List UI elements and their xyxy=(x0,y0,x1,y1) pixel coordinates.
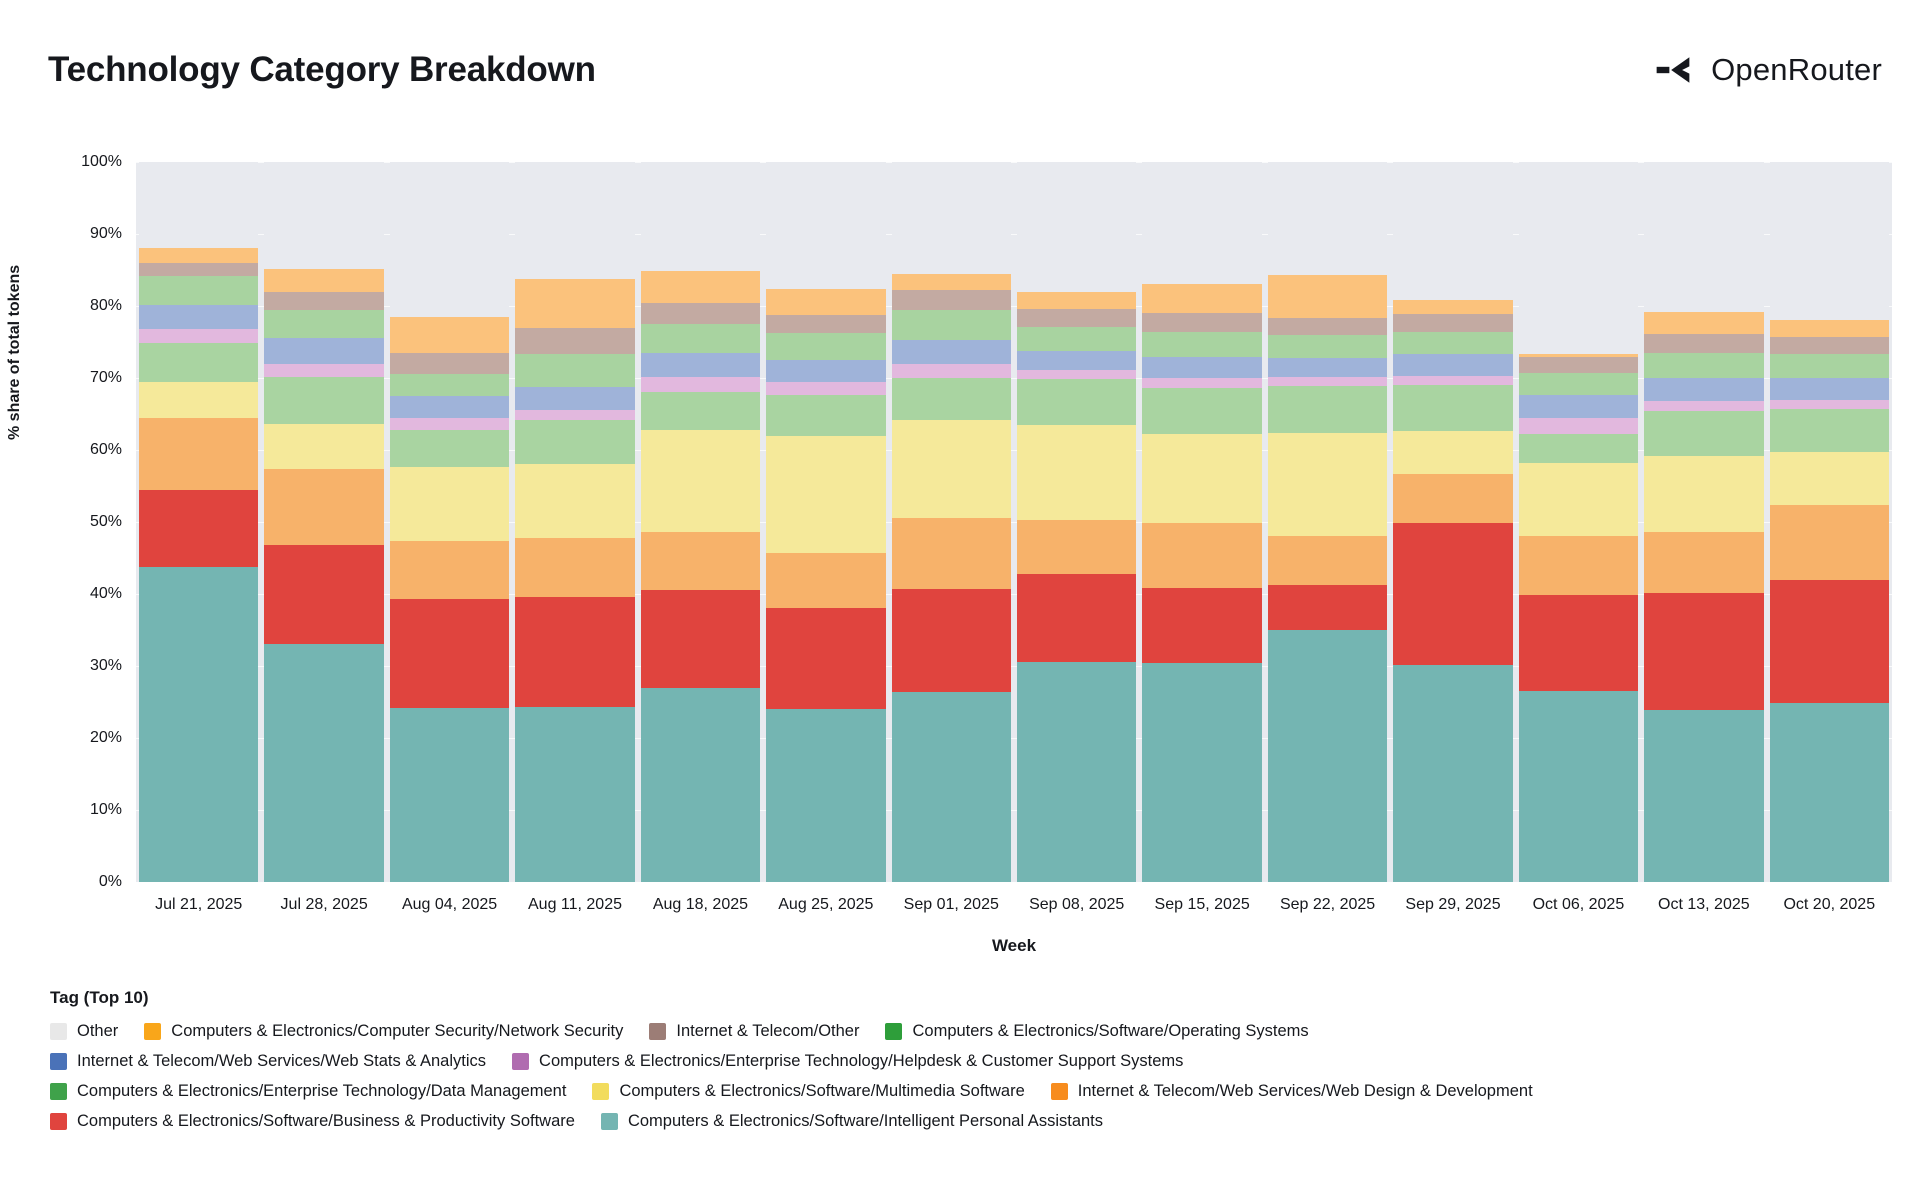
bar-segment[interactable] xyxy=(1519,418,1638,434)
stacked-bar[interactable] xyxy=(1644,162,1763,882)
legend-item[interactable] xyxy=(50,1082,566,1101)
bar-segment[interactable] xyxy=(1017,662,1136,882)
x-axis-tick-label: Aug 25, 2025 xyxy=(778,896,874,913)
bar-segment[interactable] xyxy=(390,541,509,599)
y-axis-tick-label: 50% xyxy=(89,513,122,530)
bar-segment[interactable] xyxy=(1142,284,1261,313)
bar-segment[interactable] xyxy=(1644,593,1763,710)
legend-item[interactable] xyxy=(50,1112,575,1131)
stacked-bar[interactable] xyxy=(1393,162,1512,882)
bar-segment[interactable] xyxy=(264,292,383,310)
bar-segment[interactable] xyxy=(1393,354,1512,376)
bar-segment[interactable] xyxy=(1770,505,1889,581)
bar-segment[interactable] xyxy=(515,387,634,410)
x-axis-tick-label: Sep 22, 2025 xyxy=(1279,896,1376,913)
bar-segment[interactable] xyxy=(1017,327,1136,351)
bar-segment[interactable] xyxy=(1519,373,1638,395)
legend-row xyxy=(50,1082,1910,1101)
bar-segment[interactable] xyxy=(390,162,509,317)
bar-segment[interactable] xyxy=(641,303,760,324)
bar-segment[interactable] xyxy=(515,354,634,387)
legend-item-label: Internet & Telecom/Web Services/Web Stats & Analytics xyxy=(77,1052,487,1070)
brand-name: OpenRouter xyxy=(1711,52,1882,87)
bar-segment[interactable] xyxy=(1393,332,1512,354)
bar-segment[interactable] xyxy=(1268,318,1387,335)
bar-segment[interactable] xyxy=(1519,463,1638,536)
stacked-bar[interactable] xyxy=(641,162,760,882)
bar-segment[interactable] xyxy=(1770,162,1889,320)
bar-segment[interactable] xyxy=(1644,532,1763,593)
bar-segment[interactable] xyxy=(515,464,634,537)
bar-segment[interactable] xyxy=(1017,351,1136,370)
bar-segment[interactable] xyxy=(1017,370,1136,379)
legend-item-label: Computers & Electronics/Computer Security/Network Security xyxy=(171,1022,624,1040)
bar-segment[interactable] xyxy=(1644,411,1763,456)
bar-segment[interactable] xyxy=(264,424,383,469)
bar-segment[interactable] xyxy=(1519,691,1638,882)
bar-segment[interactable] xyxy=(1142,162,1261,284)
bar-segment[interactable] xyxy=(1770,320,1889,337)
x-axis-tick-label: Aug 18, 2025 xyxy=(652,896,749,913)
stacked-bar[interactable] xyxy=(1017,162,1136,882)
bar-segment[interactable] xyxy=(139,276,258,306)
bar-segment[interactable] xyxy=(1393,474,1512,524)
brand xyxy=(1651,50,1882,90)
bar-segment[interactable] xyxy=(1268,585,1387,630)
bar-segment[interactable] xyxy=(766,315,885,334)
bar-segment[interactable] xyxy=(264,469,383,545)
bar-segment[interactable] xyxy=(641,688,760,882)
bar-segment[interactable] xyxy=(390,374,509,396)
bar-segment[interactable] xyxy=(892,364,1011,378)
bar-segment[interactable] xyxy=(1393,431,1512,473)
bar-segment[interactable] xyxy=(1770,580,1889,702)
stacked-bar[interactable] xyxy=(139,162,258,882)
bar-segment[interactable] xyxy=(390,599,509,708)
stacked-bar[interactable] xyxy=(1268,162,1387,882)
bar-segment[interactable] xyxy=(1142,313,1261,332)
legend-item-label: Computers & Electronics/Software/Multimedia Software xyxy=(619,1082,1025,1100)
legend-swatch-icon xyxy=(50,1023,67,1040)
legend-row xyxy=(50,1112,1910,1131)
bar-segment[interactable] xyxy=(766,360,885,382)
bar-segment[interactable] xyxy=(892,378,1011,420)
bar-segment[interactable] xyxy=(1770,378,1889,400)
bar-segment[interactable] xyxy=(1017,379,1136,425)
bar-segment[interactable] xyxy=(1519,162,1638,354)
bar-segment[interactable] xyxy=(1519,357,1638,373)
bar-segment[interactable] xyxy=(892,692,1011,882)
stacked-bar[interactable] xyxy=(1142,162,1261,882)
bars-container xyxy=(136,162,1892,882)
y-axis-tick-label: 10% xyxy=(89,801,122,818)
bar-segment[interactable] xyxy=(641,377,760,393)
bar-segment[interactable] xyxy=(892,290,1011,310)
bar-segment[interactable] xyxy=(892,310,1011,340)
chart-area xyxy=(0,140,1930,955)
legend-item-label: Computers & Electronics/Enterprise Technology/Data Management xyxy=(77,1082,567,1100)
y-axis-tick-label: 60% xyxy=(89,441,122,458)
bar-segment[interactable] xyxy=(1142,523,1261,588)
bar-segment[interactable] xyxy=(264,162,383,269)
y-axis-tick-label: 20% xyxy=(89,729,122,746)
bar-segment[interactable] xyxy=(1393,523,1512,664)
bar-segment[interactable] xyxy=(264,364,383,376)
x-axis-tick-label: Sep 01, 2025 xyxy=(903,896,999,913)
legend-swatch-icon xyxy=(50,1083,67,1100)
bar-segment[interactable] xyxy=(139,382,258,417)
page-title: Technology Category Breakdown xyxy=(48,50,596,89)
bar-segment[interactable] xyxy=(515,597,634,707)
bar-segment[interactable] xyxy=(390,430,509,467)
stacked-bar[interactable] xyxy=(264,162,383,882)
legend-item[interactable] xyxy=(50,1022,118,1041)
bar-segment[interactable] xyxy=(139,343,258,383)
x-axis-tick-label: Jul 28, 2025 xyxy=(280,896,368,913)
bar-segment[interactable] xyxy=(1644,378,1763,401)
bar-segment[interactable] xyxy=(1268,275,1387,317)
bar-segment[interactable] xyxy=(264,338,383,364)
bar-segment[interactable] xyxy=(1017,574,1136,662)
bar-segment[interactable] xyxy=(1142,663,1261,882)
legend-title: Tag (Top 10) xyxy=(50,988,149,1007)
bar-segment[interactable] xyxy=(1268,358,1387,377)
bar-segment[interactable] xyxy=(1017,425,1136,520)
gridline xyxy=(136,882,1892,883)
bar-segment[interactable] xyxy=(390,467,509,541)
legend-swatch-icon xyxy=(50,1053,67,1070)
legend-swatch-icon xyxy=(1051,1083,1068,1100)
bar-segment[interactable] xyxy=(139,418,258,490)
bar-segment[interactable] xyxy=(1393,300,1512,314)
bar-segment[interactable] xyxy=(766,608,885,710)
plot-canvas xyxy=(136,162,1892,882)
bar-segment[interactable] xyxy=(1268,377,1387,386)
legend-swatch-icon xyxy=(512,1053,529,1070)
bar-segment[interactable] xyxy=(641,271,760,303)
bar-segment[interactable] xyxy=(139,490,258,567)
stacked-bar[interactable] xyxy=(390,162,509,882)
bar-segment[interactable] xyxy=(1393,162,1512,300)
bar-segment[interactable] xyxy=(390,418,509,430)
legend-swatch-icon xyxy=(144,1023,161,1040)
x-axis-tick-label: Sep 08, 2025 xyxy=(1029,896,1125,913)
x-axis-tick-label: Aug 04, 2025 xyxy=(401,896,498,913)
legend-item[interactable] xyxy=(1051,1082,1533,1101)
y-axis-tick-label: 40% xyxy=(89,585,122,602)
bar-segment[interactable] xyxy=(1142,378,1261,388)
bar-segment[interactable] xyxy=(641,324,760,353)
legend-item[interactable] xyxy=(512,1052,1183,1071)
y-axis-title: % share of total tokens xyxy=(6,264,23,440)
legend-swatch-icon xyxy=(50,1113,67,1130)
bar-segment[interactable] xyxy=(1770,409,1889,452)
bar-segment[interactable] xyxy=(390,708,509,882)
x-axis-tick-label: Aug 11, 2025 xyxy=(527,896,623,913)
bar-segment[interactable] xyxy=(139,329,258,343)
y-axis-tick-label: 90% xyxy=(89,225,122,242)
bar-segment[interactable] xyxy=(390,353,509,374)
bar-segment[interactable] xyxy=(1519,354,1638,358)
bar-segment[interactable] xyxy=(264,377,383,425)
x-axis-tick-label: Jul 21, 2025 xyxy=(155,896,243,913)
x-axis-tick-label: Oct 06, 2025 xyxy=(1532,896,1625,913)
bar-segment[interactable] xyxy=(766,333,885,360)
bar-segment[interactable] xyxy=(1644,334,1763,353)
bar-segment[interactable] xyxy=(515,279,634,328)
bar-segment[interactable] xyxy=(1393,376,1512,385)
bar-segment[interactable] xyxy=(515,420,634,464)
bar-segment[interactable] xyxy=(264,310,383,338)
stacked-bar[interactable] xyxy=(766,162,885,882)
legend-item[interactable] xyxy=(144,1022,623,1041)
bar-segment[interactable] xyxy=(1519,536,1638,595)
bar-segment[interactable] xyxy=(390,396,509,418)
y-axis-tick-label: 30% xyxy=(89,657,122,674)
y-axis-tick-label: 80% xyxy=(89,297,122,314)
legend-item[interactable] xyxy=(601,1112,1103,1131)
legend-item[interactable] xyxy=(50,1052,486,1071)
x-axis-tick-label: Sep 29, 2025 xyxy=(1405,896,1501,913)
bar-segment[interactable] xyxy=(1017,520,1136,574)
legend xyxy=(50,988,1910,1142)
bar-segment[interactable] xyxy=(1393,314,1512,332)
bar-segment[interactable] xyxy=(641,162,760,271)
bar-segment[interactable] xyxy=(1268,536,1387,585)
bar-segment[interactable] xyxy=(139,248,258,262)
bar-segment[interactable] xyxy=(1268,433,1387,537)
bar-segment[interactable] xyxy=(1017,309,1136,327)
openrouter-logo-icon xyxy=(1651,50,1695,90)
bar-segment[interactable] xyxy=(766,289,885,314)
x-axis-title: Week xyxy=(991,936,1037,955)
bar-segment[interactable] xyxy=(264,269,383,292)
legend-item[interactable] xyxy=(649,1022,859,1041)
legend-item-label: Computers & Electronics/Software/Intelligent Personal Assistants xyxy=(627,1112,1104,1130)
bar-segment[interactable] xyxy=(1644,401,1763,411)
bar-segment[interactable] xyxy=(515,707,634,882)
legend-item-label: Computers & Electronics/Enterprise Technology/Helpdesk & Customer Support Systems xyxy=(539,1052,1184,1070)
bar-segment[interactable] xyxy=(766,436,885,553)
bar-segment[interactable] xyxy=(892,420,1011,517)
bar-segment[interactable] xyxy=(515,162,634,279)
bar-segment[interactable] xyxy=(1770,452,1889,505)
bar-segment[interactable] xyxy=(1142,434,1261,523)
bar-segment[interactable] xyxy=(1770,337,1889,354)
bar-segment[interactable] xyxy=(515,328,634,353)
y-axis-tick-label: 0% xyxy=(98,873,122,890)
bar-segment[interactable] xyxy=(1017,162,1136,292)
stacked-bar[interactable] xyxy=(1770,162,1889,882)
y-axis-tick-label: 70% xyxy=(89,369,122,386)
bar-segment[interactable] xyxy=(766,553,885,608)
legend-item-label: Internet & Telecom/Other xyxy=(676,1022,860,1040)
x-axis-tick-label: Sep 15, 2025 xyxy=(1154,896,1250,913)
bar-segment[interactable] xyxy=(1268,335,1387,358)
bar-segment[interactable] xyxy=(264,644,383,882)
bar-segment[interactable] xyxy=(892,340,1011,364)
bar-segment[interactable] xyxy=(1268,386,1387,433)
bar-segment[interactable] xyxy=(139,263,258,276)
bar-segment[interactable] xyxy=(892,518,1011,589)
bar-segment[interactable] xyxy=(1644,162,1763,312)
bar-segment[interactable] xyxy=(1017,292,1136,309)
legend-row xyxy=(50,1052,1910,1071)
bar-segment[interactable] xyxy=(139,567,258,882)
bar-segment[interactable] xyxy=(641,532,760,590)
bar-segment[interactable] xyxy=(139,162,258,248)
bar-segment[interactable] xyxy=(1644,456,1763,532)
bar-segment[interactable] xyxy=(1268,162,1387,275)
bar-segment[interactable] xyxy=(641,353,760,377)
legend-rows xyxy=(50,1022,1910,1131)
legend-swatch-icon xyxy=(649,1023,666,1040)
legend-item-label: Computers & Electronics/Software/Operating Systems xyxy=(912,1022,1309,1040)
bar-segment[interactable] xyxy=(1644,710,1763,882)
legend-swatch-icon xyxy=(601,1113,618,1130)
bar-segment[interactable] xyxy=(264,545,383,644)
bar-segment[interactable] xyxy=(1770,354,1889,378)
bar-segment[interactable] xyxy=(766,709,885,882)
bar-segment[interactable] xyxy=(1142,388,1261,434)
bar-segment[interactable] xyxy=(1644,353,1763,378)
legend-item[interactable] xyxy=(885,1022,1308,1041)
legend-row xyxy=(50,1022,1910,1041)
page-header xyxy=(48,40,1882,100)
bar-segment[interactable] xyxy=(1519,434,1638,463)
bar-segment[interactable] xyxy=(641,590,760,689)
bar-segment[interactable] xyxy=(1393,385,1512,431)
legend-swatch-icon xyxy=(592,1083,609,1100)
bar-segment[interactable] xyxy=(641,392,760,429)
bar-segment[interactable] xyxy=(766,162,885,289)
bar-segment[interactable] xyxy=(390,317,509,353)
y-axis-tick-label: 100% xyxy=(81,153,122,170)
bar-segment[interactable] xyxy=(1519,595,1638,691)
legend-item[interactable] xyxy=(592,1082,1024,1101)
bar-segment[interactable] xyxy=(1142,357,1261,378)
x-axis-tick-label: Oct 20, 2025 xyxy=(1783,896,1876,913)
legend-item-label: Computers & Electronics/Software/Business & Productivity Software xyxy=(77,1112,575,1130)
bar-segment[interactable] xyxy=(892,589,1011,692)
bar-segment[interactable] xyxy=(1770,703,1889,882)
stacked-bar[interactable] xyxy=(1519,162,1638,882)
bar-segment[interactable] xyxy=(1268,630,1387,882)
bar-segment[interactable] xyxy=(1770,400,1889,409)
bar-segment[interactable] xyxy=(515,538,634,597)
bar-segment[interactable] xyxy=(139,305,258,329)
stacked-bar[interactable] xyxy=(515,162,634,882)
bar-segment[interactable] xyxy=(766,395,885,435)
bar-segment[interactable] xyxy=(1644,312,1763,334)
bar-segment[interactable] xyxy=(1393,665,1512,882)
bar-segment[interactable] xyxy=(641,430,760,532)
bar-segment[interactable] xyxy=(892,274,1011,290)
legend-item-label: Internet & Telecom/Web Services/Web Design & Development xyxy=(1077,1082,1533,1100)
legend-item-label: Other xyxy=(77,1022,119,1040)
bar-segment[interactable] xyxy=(1519,395,1638,418)
bar-segment[interactable] xyxy=(515,410,634,421)
x-axis-tick-label: Oct 13, 2025 xyxy=(1658,896,1750,913)
stacked-bar[interactable] xyxy=(892,162,1011,882)
bar-segment[interactable] xyxy=(766,382,885,395)
bar-segment[interactable] xyxy=(892,162,1011,274)
legend-swatch-icon xyxy=(885,1023,902,1040)
bar-segment[interactable] xyxy=(1142,332,1261,357)
bar-segment[interactable] xyxy=(1142,588,1261,663)
